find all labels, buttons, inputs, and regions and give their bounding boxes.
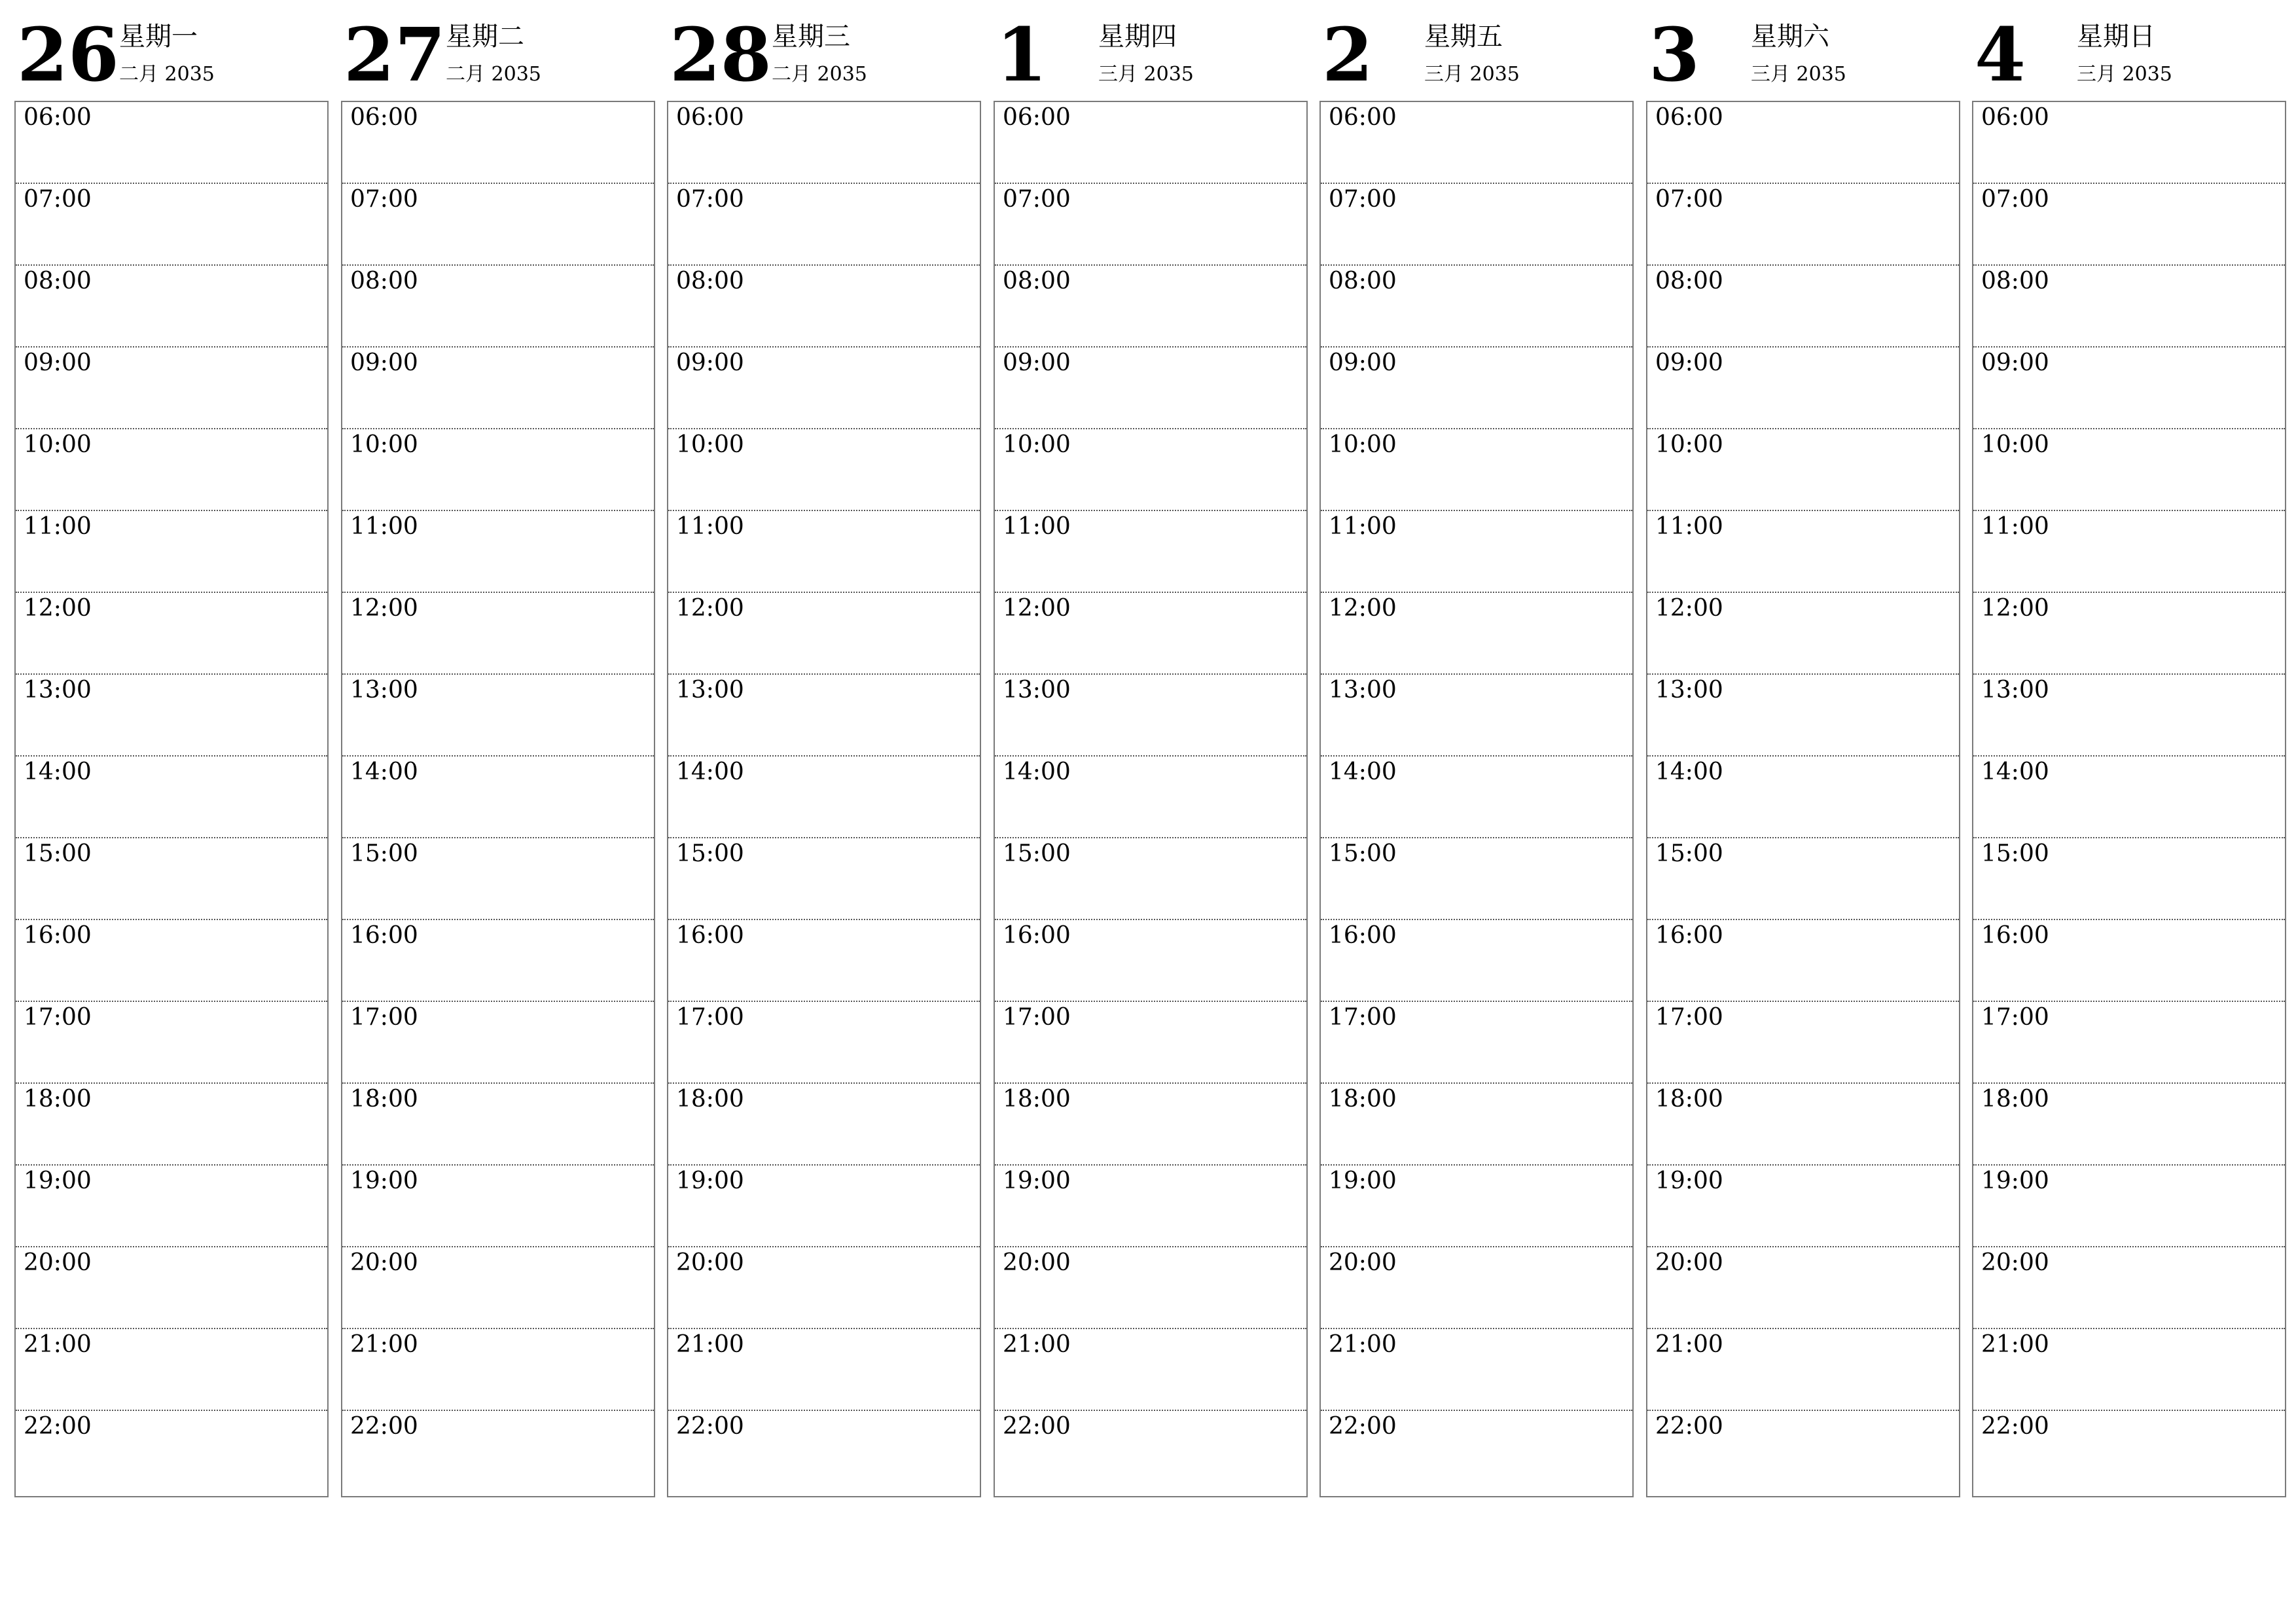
day-number: 3	[1649, 12, 1700, 98]
time-slot-label: 08:00	[1003, 268, 1071, 294]
time-slot[interactable]	[342, 429, 654, 511]
day-header	[994, 0, 1308, 99]
day-schedule-box	[1972, 101, 2286, 1497]
time-slot-label: 15:00	[1003, 840, 1071, 867]
time-slot-label: 19:00	[24, 1168, 92, 1194]
time-slot[interactable]	[342, 1084, 654, 1166]
time-slot[interactable]	[1647, 675, 1959, 757]
day-column	[1319, 0, 1634, 1440]
time-slot[interactable]	[1647, 1166, 1959, 1247]
time-slot[interactable]	[995, 593, 1306, 675]
time-slot[interactable]	[1647, 429, 1959, 511]
day-header	[667, 0, 981, 99]
time-slot[interactable]	[668, 102, 980, 184]
time-slot-label: 07:00	[1655, 186, 1723, 213]
time-slot[interactable]	[342, 675, 654, 757]
time-slot-label: 18:00	[350, 1086, 418, 1113]
time-slot[interactable]	[1973, 1329, 2285, 1411]
time-slot-label: 22:00	[1655, 1413, 1723, 1440]
day-number: 28	[670, 12, 772, 98]
time-slot-label: 06:00	[350, 104, 418, 131]
time-slot-label: 19:00	[1329, 1168, 1397, 1194]
time-slot-label: 06:00	[1655, 104, 1723, 131]
time-slot[interactable]	[995, 348, 1306, 429]
time-slot-label: 13:00	[1003, 677, 1071, 704]
time-slot[interactable]	[16, 920, 327, 1002]
time-slot[interactable]	[995, 266, 1306, 348]
time-slot-label: 21:00	[676, 1331, 744, 1358]
time-slot-label: 14:00	[676, 758, 744, 785]
time-slot[interactable]	[1973, 675, 2285, 757]
time-slot-label: 09:00	[1003, 349, 1071, 376]
time-slot[interactable]	[1647, 838, 1959, 920]
time-slot-label: 21:00	[1003, 1331, 1071, 1358]
time-slot-label: 09:00	[1329, 349, 1397, 376]
time-slot-label: 15:00	[24, 840, 92, 867]
day-header	[1972, 0, 2286, 99]
time-slot[interactable]	[1321, 1329, 1632, 1411]
time-slot[interactable]	[668, 184, 980, 266]
day-weekday: 星期日	[2077, 22, 2155, 52]
time-slot[interactable]	[1321, 675, 1632, 757]
time-slot-label: 14:00	[350, 758, 418, 785]
time-slot[interactable]	[342, 1411, 654, 1493]
time-slot[interactable]	[1647, 1247, 1959, 1329]
time-slot-label: 08:00	[1329, 268, 1397, 294]
time-slot-label: 11:00	[1655, 513, 1723, 540]
day-schedule-box	[14, 101, 329, 1497]
day-number: 1	[996, 12, 1047, 98]
time-slot[interactable]	[16, 1247, 327, 1329]
time-slot[interactable]	[1321, 593, 1632, 675]
day-month-year: 二月 2035	[772, 63, 867, 86]
time-slot-label: 06:00	[24, 104, 92, 131]
time-slot-label: 08:00	[350, 268, 418, 294]
time-slot[interactable]	[16, 1166, 327, 1247]
time-slot-label: 16:00	[1003, 922, 1071, 949]
day-header	[1319, 0, 1634, 99]
time-slot[interactable]	[995, 1329, 1306, 1411]
time-slot-label: 17:00	[24, 1004, 92, 1031]
time-slot-label: 11:00	[676, 513, 744, 540]
time-slot-label: 16:00	[1329, 922, 1397, 949]
day-schedule-box	[1319, 101, 1634, 1497]
time-slot[interactable]	[16, 102, 327, 184]
time-slot[interactable]	[1973, 1166, 2285, 1247]
time-slot-label: 06:00	[1003, 104, 1071, 131]
time-slot-label: 08:00	[1981, 268, 2049, 294]
day-month-year: 二月 2035	[446, 63, 541, 86]
time-slot-label: 14:00	[1003, 758, 1071, 785]
day-schedule-box	[1646, 101, 1960, 1497]
time-slot-label: 15:00	[1655, 840, 1723, 867]
time-slot[interactable]	[995, 675, 1306, 757]
day-column	[341, 0, 655, 1440]
time-slot-label: 11:00	[1981, 513, 2049, 540]
time-slot[interactable]	[1973, 429, 2285, 511]
day-column	[1646, 0, 1960, 1440]
time-slot-label: 17:00	[1329, 1004, 1397, 1031]
time-slot-label: 12:00	[1329, 595, 1397, 622]
time-slot-label: 18:00	[1981, 1086, 2049, 1113]
time-slot-label: 15:00	[676, 840, 744, 867]
time-slot[interactable]	[1973, 920, 2285, 1002]
time-slot-label: 16:00	[24, 922, 92, 949]
time-slot[interactable]	[668, 920, 980, 1002]
time-slot-label: 19:00	[1981, 1168, 2049, 1194]
time-slot-label: 21:00	[24, 1331, 92, 1358]
day-weekday: 星期三	[772, 22, 850, 52]
time-slot[interactable]	[1321, 348, 1632, 429]
time-slot[interactable]	[16, 757, 327, 838]
time-slot-label: 08:00	[1655, 268, 1723, 294]
day-month-year: 三月 2035	[1098, 63, 1194, 86]
time-slot-label: 18:00	[1655, 1086, 1723, 1113]
time-slot-label: 21:00	[1655, 1331, 1723, 1358]
time-slot-label: 22:00	[1981, 1413, 2049, 1440]
day-month-year: 三月 2035	[2077, 63, 2172, 86]
time-slot-label: 07:00	[676, 186, 744, 213]
time-slot[interactable]	[995, 1247, 1306, 1329]
time-slot-label: 07:00	[1003, 186, 1071, 213]
time-slot-label: 11:00	[24, 513, 92, 540]
time-slot[interactable]	[342, 511, 654, 593]
time-slot[interactable]	[342, 1002, 654, 1084]
time-slot[interactable]	[995, 102, 1306, 184]
time-slot-label: 06:00	[676, 104, 744, 131]
time-slot[interactable]	[1321, 511, 1632, 593]
day-header	[14, 0, 329, 99]
time-slot[interactable]	[342, 102, 654, 184]
day-month-year: 三月 2035	[1424, 63, 1520, 86]
day-schedule-box	[667, 101, 981, 1497]
day-column	[1972, 0, 2286, 1440]
time-slot[interactable]	[1973, 266, 2285, 348]
time-slot-label: 13:00	[1981, 677, 2049, 704]
time-slot-label: 13:00	[24, 677, 92, 704]
time-slot[interactable]	[1647, 511, 1959, 593]
time-slot[interactable]	[1321, 102, 1632, 184]
time-slot-label: 08:00	[24, 268, 92, 294]
time-slot[interactable]	[16, 838, 327, 920]
time-slot[interactable]	[1973, 102, 2285, 184]
time-slot[interactable]	[668, 1329, 980, 1411]
time-slot[interactable]	[1973, 838, 2285, 920]
time-slot-label: 06:00	[1329, 104, 1397, 131]
time-slot[interactable]	[1973, 184, 2285, 266]
time-slot-label: 09:00	[350, 349, 418, 376]
time-slot[interactable]	[16, 184, 327, 266]
day-weekday: 星期六	[1751, 22, 1829, 52]
time-slot[interactable]	[995, 1084, 1306, 1166]
time-slot[interactable]	[1321, 429, 1632, 511]
time-slot[interactable]	[668, 1411, 980, 1493]
day-column	[667, 0, 981, 1440]
time-slot-label: 14:00	[1329, 758, 1397, 785]
time-slot-label: 21:00	[350, 1331, 418, 1358]
time-slot-label: 20:00	[1003, 1249, 1071, 1276]
time-slot[interactable]	[1321, 1247, 1632, 1329]
time-slot[interactable]	[342, 1247, 654, 1329]
time-slot[interactable]	[16, 1002, 327, 1084]
time-slot-label: 10:00	[24, 431, 92, 458]
time-slot-label: 07:00	[350, 186, 418, 213]
time-slot[interactable]	[342, 1166, 654, 1247]
day-header	[341, 0, 655, 99]
time-slot[interactable]	[668, 1247, 980, 1329]
time-slot[interactable]	[668, 511, 980, 593]
time-slot[interactable]	[1647, 1411, 1959, 1493]
day-header	[1646, 0, 1960, 99]
time-slot-label: 11:00	[1329, 513, 1397, 540]
time-slot-label: 22:00	[350, 1413, 418, 1440]
time-slot-label: 10:00	[1003, 431, 1071, 458]
time-slot[interactable]	[1647, 1329, 1959, 1411]
day-number: 26	[17, 12, 119, 98]
time-slot-label: 13:00	[350, 677, 418, 704]
day-weekday: 星期一	[119, 22, 198, 52]
time-slot[interactable]	[16, 348, 327, 429]
time-slot[interactable]	[995, 429, 1306, 511]
time-slot-label: 13:00	[676, 677, 744, 704]
time-slot-label: 22:00	[1003, 1413, 1071, 1440]
time-slot-label: 18:00	[1329, 1086, 1397, 1113]
time-slot-label: 13:00	[1655, 677, 1723, 704]
time-slot[interactable]	[668, 1002, 980, 1084]
time-slot-label: 20:00	[676, 1249, 744, 1276]
time-slot-label: 07:00	[24, 186, 92, 213]
time-slot[interactable]	[1973, 511, 2285, 593]
time-slot[interactable]	[16, 1411, 327, 1493]
time-slot[interactable]	[342, 184, 654, 266]
time-slot-label: 20:00	[1655, 1249, 1723, 1276]
day-weekday: 星期五	[1424, 22, 1503, 52]
time-slot[interactable]	[995, 1002, 1306, 1084]
day-weekday: 星期二	[446, 22, 524, 52]
time-slot[interactable]	[668, 348, 980, 429]
time-slot-label: 17:00	[350, 1004, 418, 1031]
time-slot-label: 16:00	[350, 922, 418, 949]
time-slot[interactable]	[668, 675, 980, 757]
time-slot-label: 20:00	[1981, 1249, 2049, 1276]
time-slot-label: 11:00	[1003, 513, 1071, 540]
time-slot[interactable]	[995, 1166, 1306, 1247]
time-slot[interactable]	[1321, 1411, 1632, 1493]
time-slot-label: 09:00	[676, 349, 744, 376]
time-slot-label: 22:00	[24, 1413, 92, 1440]
time-slot-label: 06:00	[1981, 104, 2049, 131]
time-slot-label: 10:00	[1981, 431, 2049, 458]
time-slot[interactable]	[1321, 757, 1632, 838]
time-slot[interactable]	[1973, 1411, 2285, 1493]
time-slot-label: 15:00	[1981, 840, 2049, 867]
time-slot-label: 08:00	[676, 268, 744, 294]
time-slot-label: 16:00	[676, 922, 744, 949]
time-slot-label: 19:00	[676, 1168, 744, 1194]
time-slot-label: 09:00	[1655, 349, 1723, 376]
time-slot[interactable]	[1321, 184, 1632, 266]
day-schedule-box	[341, 101, 655, 1497]
day-column	[994, 0, 1308, 1440]
time-slot[interactable]	[1973, 757, 2285, 838]
time-slot[interactable]	[1647, 593, 1959, 675]
time-slot[interactable]	[668, 1166, 980, 1247]
time-slot[interactable]	[16, 266, 327, 348]
time-slot[interactable]	[1647, 1002, 1959, 1084]
time-slot-label: 10:00	[1655, 431, 1723, 458]
time-slot[interactable]	[1321, 1166, 1632, 1247]
time-slot[interactable]	[1973, 593, 2285, 675]
time-slot-label: 12:00	[24, 595, 92, 622]
time-slot[interactable]	[668, 838, 980, 920]
time-slot-label: 20:00	[1329, 1249, 1397, 1276]
time-slot[interactable]	[668, 593, 980, 675]
time-slot[interactable]	[342, 838, 654, 920]
day-month-year: 二月 2035	[119, 63, 215, 86]
time-slot[interactable]	[995, 838, 1306, 920]
time-slot-label: 12:00	[1981, 595, 2049, 622]
time-slot[interactable]	[16, 511, 327, 593]
time-slot-label: 10:00	[676, 431, 744, 458]
time-slot-label: 14:00	[1655, 758, 1723, 785]
time-slot[interactable]	[668, 429, 980, 511]
time-slot-label: 07:00	[1981, 186, 2049, 213]
time-slot[interactable]	[16, 1329, 327, 1411]
time-slot[interactable]	[342, 266, 654, 348]
day-weekday: 星期四	[1098, 22, 1177, 52]
time-slot-label: 16:00	[1655, 922, 1723, 949]
time-slot[interactable]	[1973, 1084, 2285, 1166]
time-slot-label: 21:00	[1329, 1331, 1397, 1358]
time-slot[interactable]	[995, 757, 1306, 838]
time-slot[interactable]	[1647, 920, 1959, 1002]
time-slot-label: 17:00	[1655, 1004, 1723, 1031]
time-slot-label: 10:00	[350, 431, 418, 458]
time-slot-label: 17:00	[1003, 1004, 1071, 1031]
time-slot-label: 19:00	[350, 1168, 418, 1194]
time-slot[interactable]	[1647, 1084, 1959, 1166]
time-slot[interactable]	[668, 266, 980, 348]
time-slot[interactable]	[1647, 266, 1959, 348]
time-slot[interactable]	[1321, 1002, 1632, 1084]
time-slot[interactable]	[995, 511, 1306, 593]
day-number: 27	[344, 12, 446, 98]
time-slot[interactable]	[342, 348, 654, 429]
day-month-year: 三月 2035	[1751, 63, 1846, 86]
day-schedule-box	[994, 101, 1308, 1497]
day-number: 4	[1975, 12, 2026, 98]
time-slot[interactable]	[1321, 920, 1632, 1002]
time-slot[interactable]	[342, 593, 654, 675]
time-slot-label: 15:00	[350, 840, 418, 867]
time-slot-label: 20:00	[350, 1249, 418, 1276]
time-slot-label: 22:00	[1329, 1413, 1397, 1440]
time-slot[interactable]	[1647, 757, 1959, 838]
time-slot-label: 10:00	[1329, 431, 1397, 458]
time-slot-label: 09:00	[24, 349, 92, 376]
time-slot[interactable]	[995, 184, 1306, 266]
time-slot[interactable]	[1321, 1084, 1632, 1166]
time-slot-label: 12:00	[350, 595, 418, 622]
time-slot-label: 19:00	[1003, 1168, 1071, 1194]
time-slot[interactable]	[16, 593, 327, 675]
time-slot-label: 15:00	[1329, 840, 1397, 867]
time-slot-label: 12:00	[1003, 595, 1071, 622]
time-slot[interactable]	[668, 1084, 980, 1166]
time-slot-label: 13:00	[1329, 677, 1397, 704]
time-slot-label: 14:00	[1981, 758, 2049, 785]
time-slot[interactable]	[1647, 102, 1959, 184]
time-slot-label: 18:00	[676, 1086, 744, 1113]
time-slot-label: 16:00	[1981, 922, 2049, 949]
time-slot-label: 14:00	[24, 758, 92, 785]
time-slot-label: 18:00	[24, 1086, 92, 1113]
time-slot-label: 18:00	[1003, 1086, 1071, 1113]
time-slot-label: 12:00	[1655, 595, 1723, 622]
time-slot[interactable]	[668, 757, 980, 838]
time-slot[interactable]	[16, 429, 327, 511]
day-column	[14, 0, 329, 1440]
time-slot[interactable]	[995, 1411, 1306, 1493]
time-slot-label: 19:00	[1655, 1168, 1723, 1194]
time-slot[interactable]	[1973, 1247, 2285, 1329]
time-slot[interactable]	[1647, 184, 1959, 266]
time-slot-label: 11:00	[350, 513, 418, 540]
time-slot[interactable]	[16, 675, 327, 757]
time-slot-label: 20:00	[24, 1249, 92, 1276]
time-slot-label: 22:00	[676, 1413, 744, 1440]
time-slot[interactable]	[16, 1084, 327, 1166]
time-slot-label: 09:00	[1981, 349, 2049, 376]
time-slot[interactable]	[342, 1329, 654, 1411]
time-slot[interactable]	[995, 920, 1306, 1002]
time-slot-label: 17:00	[676, 1004, 744, 1031]
time-slot[interactable]	[1973, 348, 2285, 429]
time-slot-label: 17:00	[1981, 1004, 2049, 1031]
time-slot-label: 12:00	[676, 595, 744, 622]
time-slot[interactable]	[342, 757, 654, 838]
time-slot[interactable]	[1321, 838, 1632, 920]
time-slot[interactable]	[1321, 266, 1632, 348]
time-slot-label: 21:00	[1981, 1331, 2049, 1358]
day-number: 2	[1322, 12, 1373, 98]
time-slot[interactable]	[1973, 1002, 2285, 1084]
time-slot[interactable]	[1647, 348, 1959, 429]
time-slot[interactable]	[342, 920, 654, 1002]
time-slot-label: 07:00	[1329, 186, 1397, 213]
